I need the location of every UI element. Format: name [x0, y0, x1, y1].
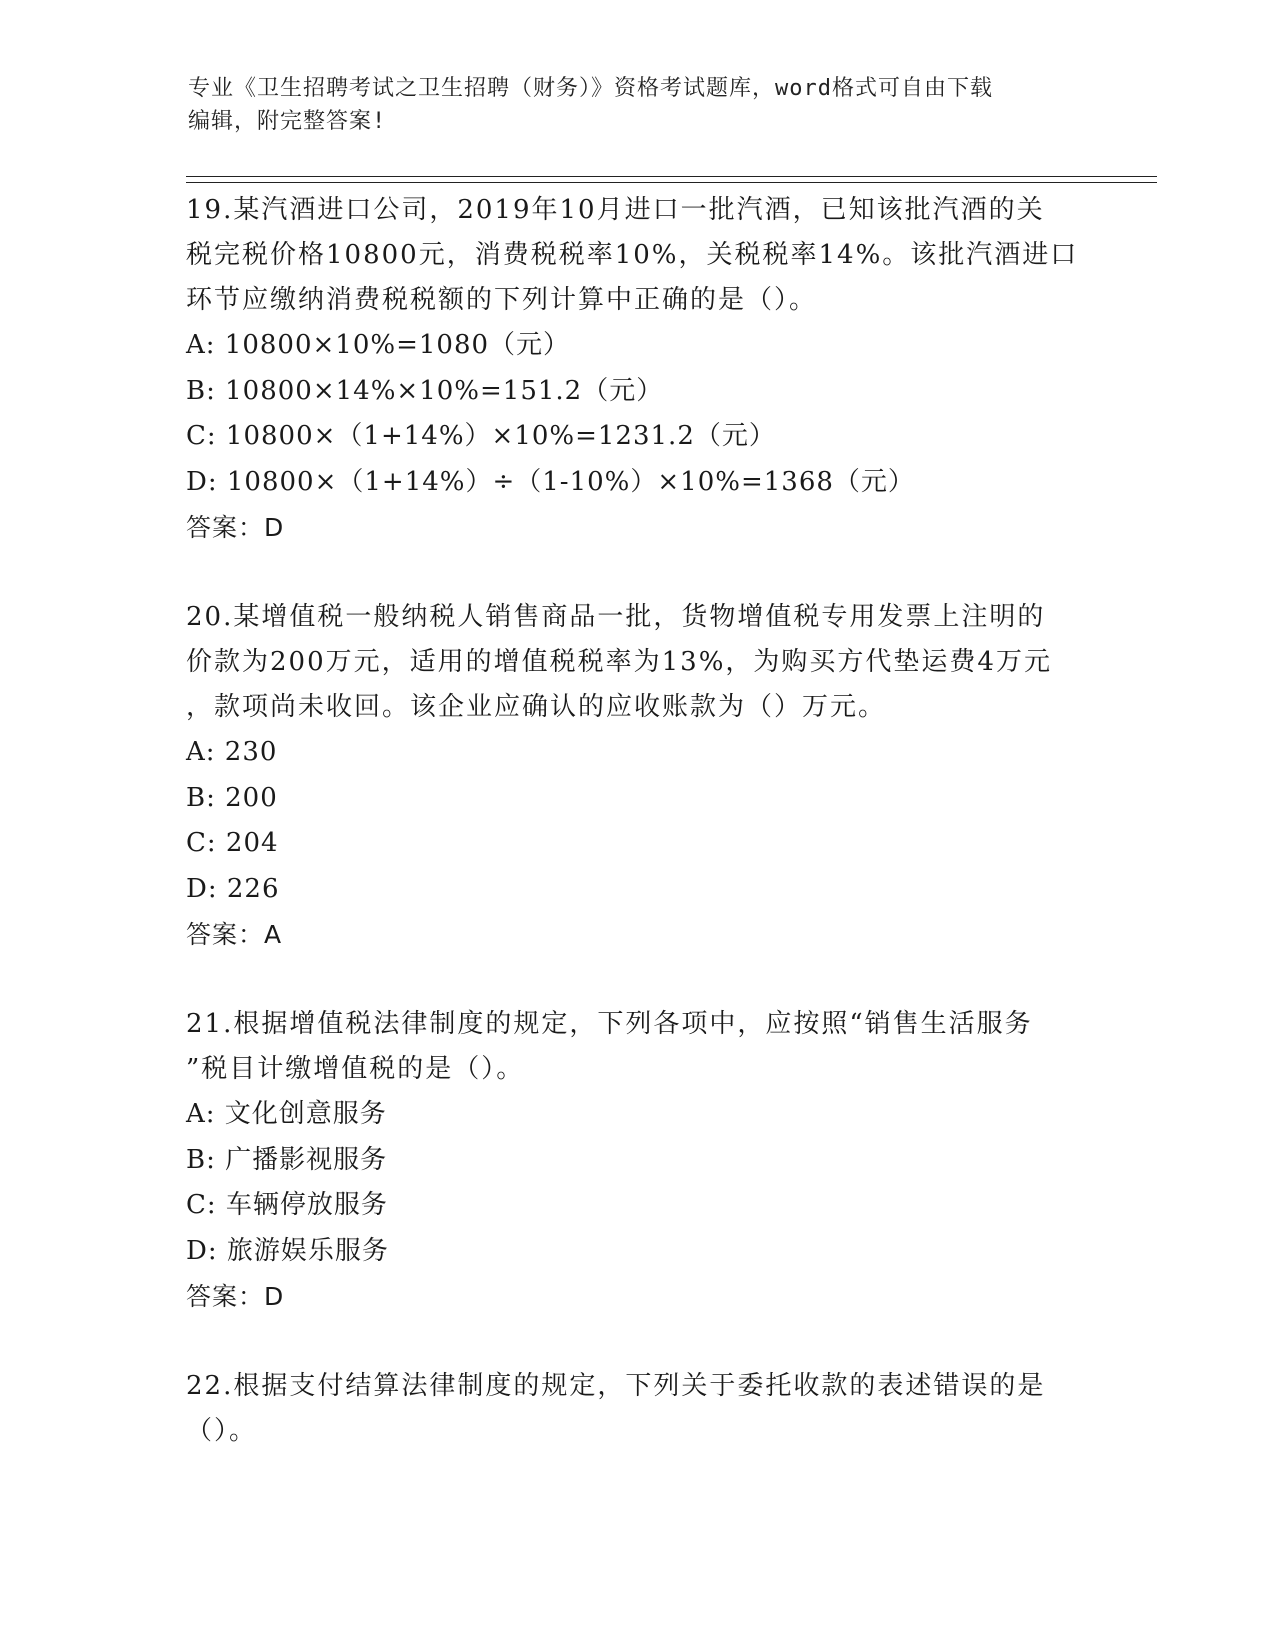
question-stem-line: 价款为200万元，适用的增值税税率为13%，为购买方代垫运费4万元	[186, 647, 1052, 677]
question-19	[186, 188, 1116, 550]
question-stem-line: 20.某增值税一般纳税人销售商品一批，货物增值税专用发票上注明的	[186, 602, 1046, 632]
question-list	[186, 188, 1116, 1454]
document-header	[188, 72, 1088, 138]
spacer	[186, 957, 1116, 1002]
question-stem-line: 19.某汽酒进口公司，2019年10月进口一批汽酒，已知该批汽酒的关	[186, 195, 1045, 225]
option-d: D: 226	[186, 873, 280, 904]
option-d: D: 旅游娱乐服务	[186, 1235, 389, 1266]
option-a: A: 10800×10%=1080（元）	[186, 330, 571, 360]
header-line-2: 编辑，附完整答案!	[188, 109, 387, 134]
question-stem-line: 22.根据支付结算法律制度的规定，下列关于委托收款的表述错误的是	[186, 1371, 1046, 1401]
question-20	[186, 595, 1116, 957]
spacer	[186, 550, 1116, 595]
option-a: A: 文化创意服务	[186, 1099, 387, 1129]
question-stem-line: 环节应缴纳消费税税额的下列计算中正确的是（）。	[186, 285, 818, 315]
option-c: C: 10800×（1+14%）×10%=1231.2（元）	[186, 421, 776, 451]
option-b: B: 广播影视服务	[186, 1144, 388, 1175]
header-divider	[186, 176, 1157, 183]
question-stem-line: ”税目计缴增值税的是（）。	[186, 1054, 525, 1084]
question-22	[186, 1364, 1116, 1454]
option-c: C: 车辆停放服务	[186, 1190, 388, 1220]
answer-label: 答案：D	[186, 1282, 285, 1311]
spacer	[186, 1319, 1116, 1364]
question-stem-line: 税完税价格10800元，消费税税率10%，关税税率14%。该批汽酒进口	[186, 240, 1079, 270]
answer-label: 答案：A	[186, 920, 283, 949]
option-b: B: 200	[186, 782, 278, 813]
question-stem-line: ，款项尚未收回。该企业应确认的应收账款为（）万元。	[186, 692, 887, 722]
option-d: D: 10800×（1+14%）÷（1-10%）×10%=1368（元）	[186, 466, 915, 497]
option-c: C: 204	[186, 828, 279, 858]
question-stem-line: 21.根据增值税法律制度的规定，下列各项中，应按照“销售生活服务	[186, 1009, 1033, 1039]
question-21	[186, 1002, 1116, 1319]
header-line-1: 专业《卫生招聘考试之卫生招聘（财务）》资格考试题库，word格式可自由下载	[188, 76, 993, 101]
answer-label: 答案：D	[186, 513, 285, 542]
option-b: B: 10800×14%×10%=151.2（元）	[186, 375, 664, 406]
option-a: A: 230	[186, 737, 278, 767]
question-stem-line: （）。	[186, 1416, 258, 1446]
